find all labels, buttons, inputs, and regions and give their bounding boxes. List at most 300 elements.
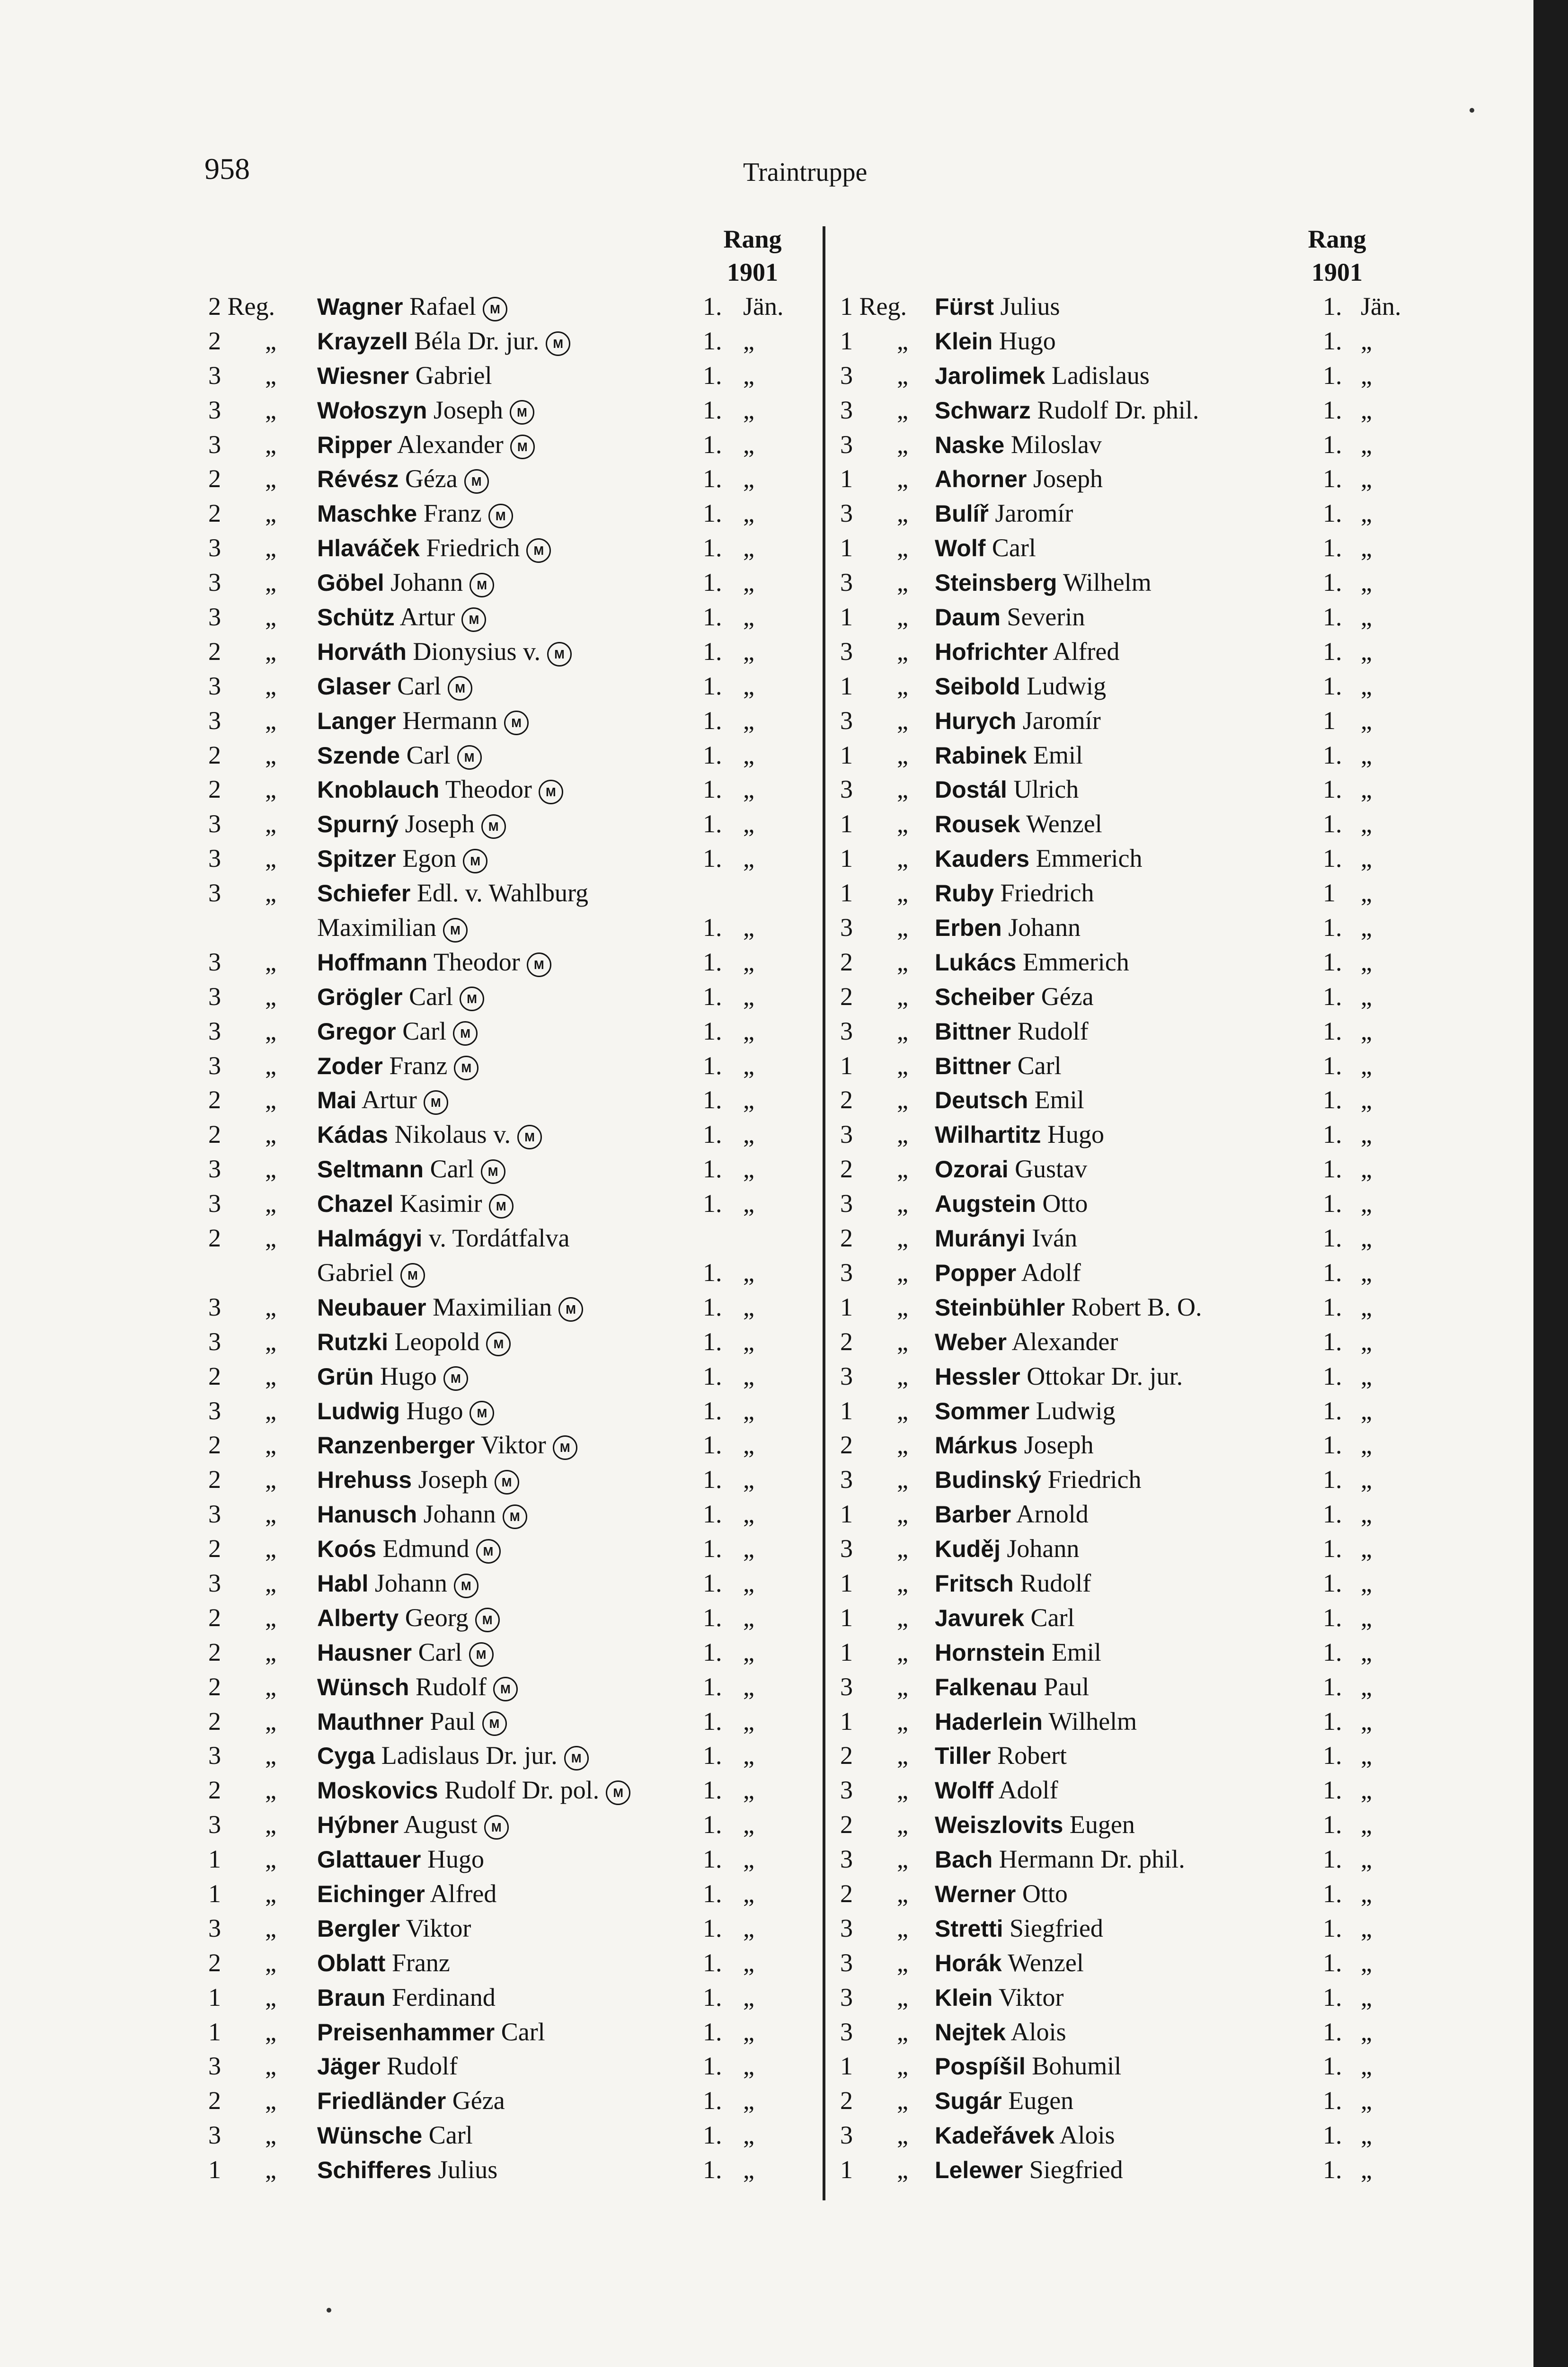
mark-icon: M bbox=[504, 711, 529, 735]
ditto-mark: „ bbox=[897, 464, 908, 493]
officer-name bbox=[935, 1359, 1183, 1394]
mark-icon: M bbox=[400, 1263, 425, 1288]
officer-name bbox=[317, 1462, 519, 1497]
given-name: Joseph bbox=[1033, 464, 1103, 493]
rank-day: 1. bbox=[703, 1086, 722, 1114]
rank-day: 1. bbox=[703, 1396, 722, 1425]
officer-name bbox=[935, 738, 1083, 773]
list-item bbox=[840, 669, 1455, 703]
given-name: Gabriel bbox=[317, 1258, 394, 1287]
rank-day: 1. bbox=[703, 706, 722, 735]
ditto-mark: „ bbox=[265, 1051, 276, 1080]
mark-icon: M bbox=[460, 987, 484, 1011]
given-name: Gustav bbox=[1015, 1155, 1088, 1184]
rank-month: „ bbox=[743, 2086, 754, 2115]
regiment-number: 3 bbox=[208, 534, 221, 562]
mark-icon: M bbox=[457, 745, 482, 770]
given-name: Friedrich bbox=[1047, 1465, 1142, 1494]
ditto-mark: „ bbox=[897, 1224, 908, 1253]
list-item bbox=[840, 979, 1455, 1014]
ditto-mark: „ bbox=[897, 1086, 908, 1114]
surname: Hessler bbox=[935, 1363, 1020, 1390]
mark-icon: M bbox=[606, 1780, 630, 1805]
regiment-number: 2 bbox=[208, 1224, 221, 1253]
surname: Naske bbox=[935, 431, 1005, 458]
ditto-mark: „ bbox=[265, 603, 276, 632]
surname: Horváth bbox=[317, 638, 407, 665]
list-item bbox=[840, 1083, 1455, 1117]
given-name: Carl bbox=[1017, 1051, 1062, 1080]
rank-month: „ bbox=[743, 706, 754, 735]
rank-month: „ bbox=[743, 499, 754, 528]
officer-name bbox=[935, 1014, 1089, 1049]
rank-month: „ bbox=[743, 982, 754, 1011]
rank-day: 1. bbox=[1323, 2052, 1342, 2081]
regiment-number: 3 bbox=[840, 1913, 853, 1942]
surname: Hýbner bbox=[317, 1812, 399, 1839]
given-name: Hermann bbox=[402, 706, 498, 735]
surname: Ripper bbox=[317, 431, 392, 458]
ditto-mark: „ bbox=[897, 1603, 908, 1632]
rank-day: 1. bbox=[703, 982, 722, 1011]
rank-month: „ bbox=[743, 1431, 754, 1459]
surname: Glaser bbox=[317, 673, 391, 700]
given-name: Iván bbox=[1032, 1224, 1078, 1253]
officer-name bbox=[935, 1946, 1084, 1980]
given-name: Emmerich bbox=[1036, 844, 1143, 873]
surname: Rousek bbox=[935, 811, 1020, 838]
officer-name bbox=[935, 1911, 1103, 1946]
surname: Wilhartitz bbox=[935, 1121, 1041, 1148]
regiment-number: 2 bbox=[840, 982, 853, 1011]
regiment-number: 3 bbox=[840, 913, 853, 942]
officer-name bbox=[935, 600, 1085, 634]
given-name: Ladislaus bbox=[1051, 361, 1150, 390]
ditto-mark: „ bbox=[897, 671, 908, 700]
officer-name bbox=[935, 1186, 1088, 1221]
regiment-number: 3 bbox=[840, 1672, 853, 1701]
ditto-mark: „ bbox=[897, 637, 908, 666]
list-item bbox=[208, 1359, 824, 1394]
rank-month: „ bbox=[743, 1534, 754, 1563]
surname: Wolff bbox=[935, 1777, 994, 1804]
officer-name bbox=[935, 496, 1073, 531]
officer-name bbox=[317, 1704, 507, 1739]
ditto-mark: „ bbox=[265, 1948, 276, 1977]
list-item bbox=[840, 1152, 1455, 1186]
regiment-number: 3 bbox=[208, 1396, 221, 1425]
regiment-number: 2 bbox=[208, 740, 221, 769]
regiment-number: 3 bbox=[840, 430, 853, 459]
ditto-mark: „ bbox=[897, 1568, 908, 1597]
ditto-mark: „ bbox=[897, 2052, 908, 2081]
regiment-number: 3 bbox=[840, 637, 853, 666]
ditto-mark: „ bbox=[897, 844, 908, 873]
regiment-number: 1 bbox=[840, 326, 853, 355]
given-name: Carl bbox=[402, 1016, 447, 1045]
officer-name bbox=[317, 772, 563, 807]
officer-name bbox=[317, 1635, 494, 1670]
mark-icon: M bbox=[481, 814, 506, 839]
mark-icon: M bbox=[558, 1297, 583, 1322]
officer-name bbox=[317, 1255, 425, 1290]
list-item bbox=[840, 1497, 1455, 1531]
rank-day: 1. bbox=[703, 1534, 722, 1563]
given-name: Rudolf bbox=[386, 2052, 458, 2081]
officer-name bbox=[317, 1980, 496, 2015]
rank-month: „ bbox=[1361, 879, 1372, 908]
given-name: v. Tordátfalva bbox=[428, 1224, 570, 1253]
rank-month: „ bbox=[743, 1810, 754, 1839]
list-item bbox=[840, 1394, 1455, 1428]
mark-icon: M bbox=[464, 469, 489, 494]
list-item bbox=[840, 1773, 1455, 1807]
rank-month: „ bbox=[743, 1741, 754, 1770]
list-item bbox=[208, 1738, 824, 1773]
list-item bbox=[840, 1290, 1455, 1325]
regiment-number: 3 bbox=[840, 1361, 853, 1390]
ditto-mark: „ bbox=[265, 1741, 276, 1770]
officer-name bbox=[935, 531, 1036, 565]
rank-day: 1. bbox=[1323, 1224, 1342, 1253]
surname: Tiller bbox=[935, 1743, 991, 1770]
surname: Hofrichter bbox=[935, 638, 1048, 665]
rank-month: Jän. bbox=[743, 292, 784, 320]
rank-day: 1. bbox=[703, 1361, 722, 1390]
surname: Popper bbox=[935, 1259, 1017, 1286]
given-name: Carl bbox=[428, 2121, 473, 2150]
list-item bbox=[208, 945, 824, 979]
regiment-number: 2 bbox=[840, 947, 853, 976]
rank-month: „ bbox=[743, 637, 754, 666]
list-item bbox=[208, 1704, 824, 1739]
list-item bbox=[208, 1325, 824, 1359]
officer-name bbox=[317, 1014, 478, 1049]
rank-day: 1. bbox=[1323, 568, 1342, 597]
rank-month: „ bbox=[743, 2155, 754, 2184]
officer-name bbox=[935, 1807, 1135, 1842]
regiment-number: 3 bbox=[840, 1189, 853, 1218]
list-item bbox=[840, 1911, 1455, 1946]
given-name: Eugen bbox=[1069, 1810, 1135, 1839]
rank-day: 1. bbox=[1323, 1465, 1342, 1494]
ditto-mark: „ bbox=[265, 499, 276, 528]
rank-month: „ bbox=[743, 2121, 754, 2150]
surname: Barber bbox=[935, 1501, 1011, 1528]
ditto-mark: „ bbox=[265, 568, 276, 597]
surname: Grün bbox=[317, 1363, 374, 1390]
rank-day: 1. bbox=[703, 603, 722, 632]
given-name: Dionysius v. bbox=[413, 637, 540, 666]
given-name: Franz bbox=[389, 1051, 448, 1080]
list-item bbox=[208, 1635, 824, 1670]
officer-name bbox=[935, 2049, 1121, 2083]
rank-month: „ bbox=[1361, 1086, 1372, 1114]
mark-icon: M bbox=[527, 952, 551, 977]
officer-name bbox=[317, 910, 468, 945]
ditto-mark: „ bbox=[265, 1120, 276, 1149]
officer-name bbox=[317, 2153, 497, 2187]
given-name: Viktor bbox=[480, 1431, 546, 1459]
surname: Scheiber bbox=[935, 983, 1035, 1010]
list-item bbox=[208, 1911, 824, 1946]
rank-month: „ bbox=[743, 395, 754, 424]
rank-month: „ bbox=[743, 947, 754, 976]
regiment-number: 2 bbox=[840, 1224, 853, 1253]
given-name: Franz bbox=[423, 499, 482, 528]
ditto-mark: „ bbox=[265, 982, 276, 1011]
officer-name bbox=[935, 703, 1101, 738]
rank-month: „ bbox=[1361, 2086, 1372, 2115]
ditto-mark: „ bbox=[265, 1431, 276, 1459]
mark-icon: M bbox=[483, 297, 507, 321]
given-name: Ludwig bbox=[1027, 671, 1107, 700]
surname: Alberty bbox=[317, 1604, 399, 1631]
ditto-mark: „ bbox=[265, 2052, 276, 2081]
given-name: Carl bbox=[397, 671, 442, 700]
mark-icon: M bbox=[481, 1159, 505, 1184]
surname: Klein bbox=[935, 1984, 993, 2011]
given-name: Rudolf bbox=[415, 1672, 487, 1701]
given-name: Ottokar Dr. jur. bbox=[1027, 1361, 1183, 1390]
ditto-mark: „ bbox=[265, 395, 276, 424]
given-name: Georg bbox=[405, 1603, 469, 1632]
rank-month: „ bbox=[1361, 1741, 1372, 1770]
ditto-mark: „ bbox=[897, 1983, 908, 2011]
rank-day: 1. bbox=[1323, 1189, 1342, 1218]
ditto-mark: „ bbox=[897, 879, 908, 908]
surname: Bulíř bbox=[935, 500, 989, 527]
given-name: Johann bbox=[1008, 913, 1081, 942]
mark-icon: M bbox=[564, 1746, 589, 1771]
rank-month: „ bbox=[1361, 1051, 1372, 1080]
rank-month: „ bbox=[1361, 1776, 1372, 1805]
list-item bbox=[840, 1428, 1455, 1462]
ditto-mark: „ bbox=[897, 913, 908, 942]
surname: Werner bbox=[935, 1880, 1016, 1907]
officer-name bbox=[935, 393, 1199, 427]
list-item bbox=[840, 1049, 1455, 1083]
rank-month: „ bbox=[743, 1637, 754, 1666]
rank-month: „ bbox=[743, 2052, 754, 2081]
regiment-number: 3 bbox=[208, 1016, 221, 1045]
officer-name bbox=[935, 634, 1119, 669]
list-item bbox=[840, 1325, 1455, 1359]
surname: Friedländer bbox=[317, 2088, 446, 2115]
regiment-number: 2 bbox=[208, 1672, 221, 1701]
given-name: Alexander bbox=[397, 430, 504, 459]
rank-day: 1. bbox=[703, 1155, 722, 1184]
officer-name bbox=[317, 324, 570, 358]
given-name: Béla Dr. jur. bbox=[414, 326, 540, 355]
ditto-mark: „ bbox=[265, 1327, 276, 1356]
regiment-number: 1 bbox=[840, 603, 853, 632]
rank-month: „ bbox=[743, 844, 754, 873]
list-item bbox=[840, 462, 1455, 496]
rank-month: „ bbox=[743, 1120, 754, 1149]
rank-day: 1. bbox=[1323, 913, 1342, 942]
rank-month: „ bbox=[743, 1603, 754, 1632]
regiment-number: 1 bbox=[840, 2052, 853, 2081]
regiment-number: 1 bbox=[208, 1845, 221, 1874]
regiment-number: 3 bbox=[208, 671, 221, 700]
ditto-mark: „ bbox=[897, 1431, 908, 1459]
regiment-number: 3 bbox=[208, 1913, 221, 1942]
ditto-mark: „ bbox=[897, 1051, 908, 1080]
surname: Ruby bbox=[935, 880, 994, 907]
ditto-mark: „ bbox=[897, 326, 908, 355]
mark-icon: M bbox=[546, 331, 570, 356]
surname: Hausner bbox=[317, 1639, 412, 1666]
rank-day: 1. bbox=[703, 810, 722, 838]
regiment-number: 1 bbox=[208, 1879, 221, 1908]
surname: Hanusch bbox=[317, 1501, 417, 1528]
regiment-number: 1 bbox=[840, 879, 853, 908]
rank-month: „ bbox=[743, 1879, 754, 1908]
rank-day: 1. bbox=[703, 1810, 722, 1839]
surname: Steinbühler bbox=[935, 1294, 1065, 1321]
rank-month: „ bbox=[743, 775, 754, 804]
rank-day: 1. bbox=[1323, 2155, 1342, 2184]
regiment-number: 3 bbox=[840, 499, 853, 528]
given-name: Rudolf Dr. phil. bbox=[1037, 395, 1199, 424]
ditto-mark: „ bbox=[265, 464, 276, 493]
ditto-mark: „ bbox=[265, 534, 276, 562]
regiment-number: 1 bbox=[208, 2017, 221, 2046]
rank-month: „ bbox=[1361, 740, 1372, 769]
mark-icon: M bbox=[448, 676, 472, 701]
rank-month: „ bbox=[1361, 1603, 1372, 1632]
officer-name bbox=[935, 841, 1143, 876]
ditto-mark: „ bbox=[265, 2086, 276, 2115]
mark-icon: M bbox=[475, 1608, 500, 1632]
rank-month: „ bbox=[1361, 2155, 1372, 2184]
list-item bbox=[208, 427, 824, 462]
rank-day: 1. bbox=[1323, 844, 1342, 873]
officer-name bbox=[935, 289, 1060, 324]
list-item bbox=[840, 2153, 1455, 2187]
rank-day: 1. bbox=[1323, 1879, 1342, 1908]
regiment-number: 2 bbox=[208, 499, 221, 528]
given-name: Adolf bbox=[998, 1776, 1058, 1805]
officer-name bbox=[317, 1117, 542, 1152]
ditto-mark: „ bbox=[897, 1741, 908, 1770]
list-item bbox=[208, 1497, 824, 1531]
ditto-mark: „ bbox=[265, 1189, 276, 1218]
ditto-mark: „ bbox=[897, 1948, 908, 1977]
regiment-number: 2 bbox=[208, 1120, 221, 1149]
rank-day: 1. bbox=[703, 1637, 722, 1666]
rank-month: „ bbox=[1361, 844, 1372, 873]
regiment-number: 1 bbox=[840, 1707, 853, 1735]
regiment-number: 3 bbox=[840, 2121, 853, 2150]
list-item bbox=[840, 531, 1455, 565]
list-item bbox=[840, 496, 1455, 531]
given-name: Maximilian bbox=[433, 1292, 552, 1321]
rank-day: 1. bbox=[1323, 1051, 1342, 1080]
ditto-mark: „ bbox=[265, 775, 276, 804]
given-name: Emil bbox=[1051, 1637, 1101, 1666]
rank-month: „ bbox=[743, 1258, 754, 1287]
regiment-number: 2 bbox=[208, 464, 221, 493]
officer-name bbox=[317, 600, 486, 634]
rank-day: 1. bbox=[1323, 1568, 1342, 1597]
given-name: Carl bbox=[418, 1637, 462, 1666]
regiment-number: 3 bbox=[208, 1292, 221, 1321]
list-item bbox=[840, 634, 1455, 669]
ditto-mark: „ bbox=[265, 1776, 276, 1805]
rank-day: 1. bbox=[1323, 1086, 1342, 1114]
rank-day: 1. bbox=[703, 2017, 722, 2046]
rank-day: 1. bbox=[703, 1741, 722, 1770]
rank-day: 1. bbox=[703, 2086, 722, 2115]
rank-day: 1. bbox=[1323, 1534, 1342, 1563]
regiment-number: 2 bbox=[208, 2086, 221, 2115]
officer-name bbox=[935, 1221, 1077, 1255]
rank-day: 1. bbox=[703, 947, 722, 976]
ditto-mark: „ bbox=[265, 1707, 276, 1735]
surname: Hornstein bbox=[935, 1639, 1045, 1666]
given-name: Alfred bbox=[1053, 637, 1120, 666]
list-item bbox=[840, 910, 1455, 945]
officer-name bbox=[317, 738, 482, 773]
mark-icon: M bbox=[488, 504, 513, 528]
surname: Glattauer bbox=[317, 1846, 421, 1873]
ditto-mark: „ bbox=[897, 395, 908, 424]
rank-day: 1. bbox=[1323, 1913, 1342, 1942]
rank-day: 1. bbox=[703, 1051, 722, 1080]
ditto-mark: „ bbox=[897, 1155, 908, 1184]
surname: Ozorai bbox=[935, 1156, 1009, 1183]
officer-name bbox=[935, 1842, 1185, 1877]
given-name: Wenzel bbox=[1008, 1948, 1084, 1977]
rank-month: „ bbox=[1361, 1396, 1372, 1425]
mark-icon: M bbox=[503, 1504, 527, 1529]
list-item bbox=[208, 1014, 824, 1049]
rang-label: Rang bbox=[1308, 225, 1366, 253]
rank-month: „ bbox=[743, 1465, 754, 1494]
list-item bbox=[840, 1946, 1455, 1980]
rank-month: „ bbox=[1361, 1189, 1372, 1218]
rank-month: „ bbox=[1361, 1707, 1372, 1735]
surname: Cyga bbox=[317, 1743, 375, 1770]
ditto-mark: „ bbox=[265, 740, 276, 769]
paper-speck bbox=[327, 2308, 331, 2313]
rank-day: 1. bbox=[1323, 982, 1342, 1011]
rank-month: „ bbox=[1361, 534, 1372, 562]
surname: Fürst bbox=[935, 294, 994, 320]
surname: Habl bbox=[317, 1570, 369, 1597]
list-item bbox=[208, 1807, 824, 1842]
officer-name bbox=[935, 1462, 1142, 1497]
given-name: Carl bbox=[992, 534, 1036, 562]
ditto-mark: „ bbox=[265, 844, 276, 873]
surname: Haderlein bbox=[935, 1708, 1043, 1735]
rank-month: „ bbox=[743, 1568, 754, 1597]
officer-name bbox=[317, 979, 484, 1014]
officer-name bbox=[317, 393, 534, 427]
rank-day: 1. bbox=[703, 1120, 722, 1149]
ditto-mark: „ bbox=[897, 1845, 908, 1874]
officer-name bbox=[935, 1670, 1089, 1704]
officer-name bbox=[935, 1325, 1118, 1359]
list-item bbox=[208, 1462, 824, 1497]
regiment-number: 1 bbox=[840, 810, 853, 838]
regiment-number: 3 bbox=[208, 1189, 221, 1218]
regiment-number: 3 bbox=[208, 1500, 221, 1529]
regiment-number: 3 bbox=[208, 568, 221, 597]
list-item bbox=[208, 1601, 824, 1635]
